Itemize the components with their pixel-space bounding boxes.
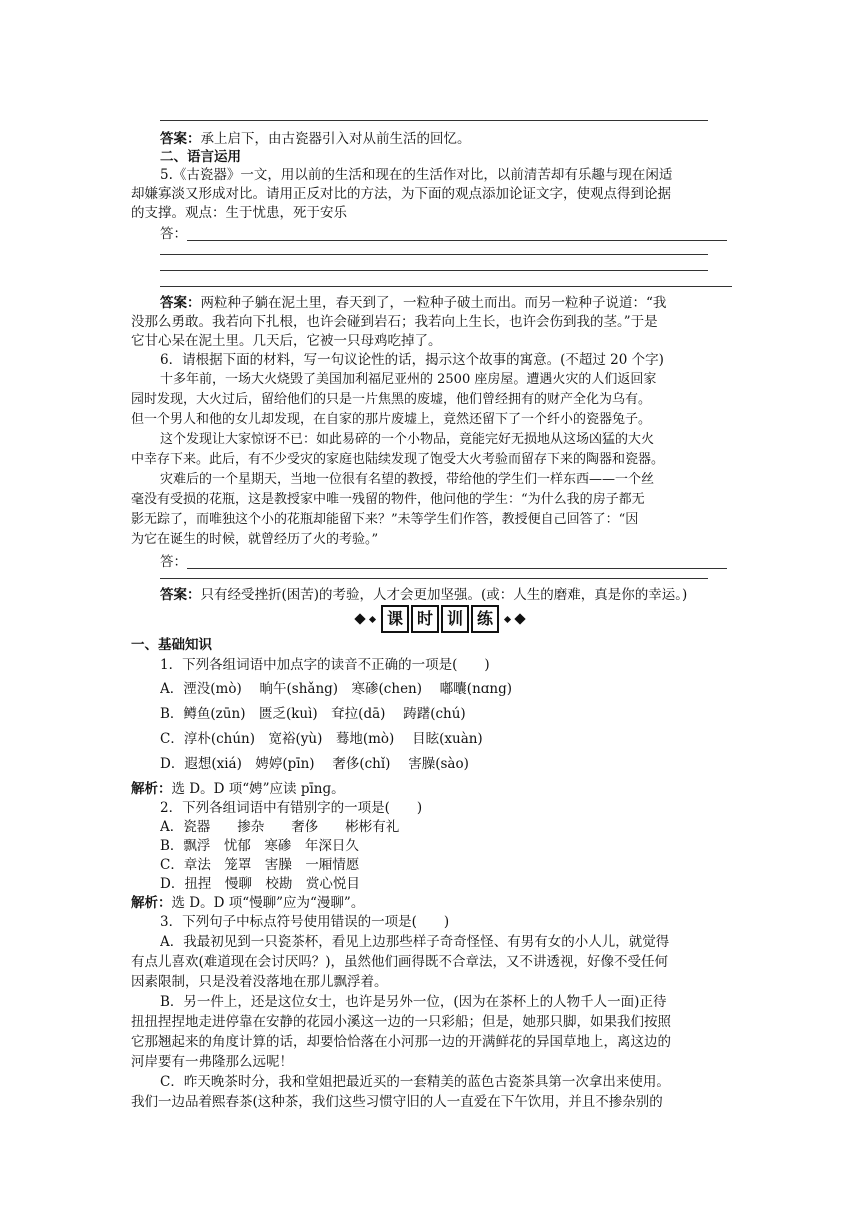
text-line bbox=[160, 429, 732, 451]
answer-label: 解析： bbox=[131, 781, 172, 797]
line-text: 河岸要有一弗隆那么远呢！ bbox=[131, 1054, 293, 1070]
line-text: 只有经受挫折(困苦)的考验，人才会更加坚强。(或：人生的磨难，真是你的幸运。) bbox=[200, 587, 688, 603]
line-text: 5.《古瓷器》一文，用以前的生活和现在的生活作对比，以前清苦却有乐趣与现在闲适 bbox=[160, 167, 673, 183]
line-text: 承上启下，由古瓷器引入对从前生活的回忆。 bbox=[200, 131, 471, 147]
answer-line[interactable] bbox=[160, 254, 708, 255]
text-line bbox=[131, 1091, 732, 1113]
diamond-icon bbox=[354, 613, 365, 624]
answer-line[interactable] bbox=[160, 578, 708, 579]
text-line bbox=[160, 753, 732, 775]
line-text: 的支撑。观点：生于忧患，死于安乐 bbox=[131, 205, 347, 221]
answer-blank[interactable] bbox=[187, 554, 727, 569]
line-text: 1．下列各组词语中加点字的读音不正确的一项是( ) bbox=[160, 657, 490, 673]
text-line bbox=[131, 1011, 732, 1033]
diamond-icon bbox=[514, 613, 525, 624]
text-line bbox=[160, 469, 732, 491]
line-text: 却嫌寡淡又形成对比。请用正反对比的方法，为下面的观点添加论证文字，使观点得到论据 bbox=[131, 186, 671, 202]
text-line bbox=[160, 703, 732, 725]
text-line bbox=[160, 678, 732, 700]
answer-line[interactable] bbox=[160, 286, 732, 287]
line-text: 没那么勇敢。我若向下扎根，也许会碰到岩石；我若向上生长，也许会伤到我的茎。”于是 bbox=[131, 314, 658, 330]
text-line bbox=[160, 584, 732, 606]
line-text: 3．下列句子中标点符号使用错误的一项是( ) bbox=[160, 914, 450, 930]
line-text: 两粒种子躺在泥土里，春天到了，一粒种子破土而出。而另一粒种子说道：“我 bbox=[200, 295, 667, 311]
banner-char: 时 bbox=[411, 605, 439, 633]
text-line bbox=[131, 489, 732, 511]
line-text: 扭扭捏捏地走进停靠在安静的花园小溪这一边的一只彩船；但是，她那只脚，如果我们按照 bbox=[131, 1014, 671, 1030]
line-text: D．扭捏 慢聊 校勘 赏心悦目 bbox=[160, 876, 360, 892]
line-text: 中幸存下来。此后，有不少受灾的家庭也陆续发现了饱受大火考验而留存下来的陶器和瓷器。 bbox=[131, 452, 665, 467]
text-line bbox=[131, 449, 732, 471]
diamond-icon bbox=[369, 615, 376, 622]
answer-blank[interactable] bbox=[187, 226, 727, 241]
text-line bbox=[160, 1071, 732, 1093]
text-line bbox=[131, 1031, 732, 1053]
text-line bbox=[160, 991, 732, 1013]
answer-line[interactable] bbox=[160, 120, 708, 121]
line-text: 6．请根据下面的材料，写一句议论性的话，揭示这个故事的寓意。(不超过 20 个字) bbox=[160, 352, 664, 368]
line-text: 有点儿喜欢(难道现在会讨厌吗？)，虽然他们画得既不合章法，又不讲透视，好像不受任何 bbox=[131, 954, 669, 970]
line-text: C．淳朴(chún) 宽裕(yù) 蓦地(mò) 目眩(xuàn) bbox=[160, 731, 483, 747]
answer-prompt-label: 答： bbox=[160, 226, 187, 242]
line-text: 毫没有受损的花瓶，这是教授家中唯一残留的物件，他问他的学生：“为什么我的房子都无 bbox=[131, 492, 645, 507]
line-text: 园时发现，大火过后，留给他们的只是一片焦黑的废墟，他们曾经拥有的财产全化为乌有。 bbox=[131, 392, 652, 407]
banner-char: 训 bbox=[441, 605, 469, 633]
line-text: 为它在诞生的时候，就曾经历了火的考验。” bbox=[131, 532, 379, 547]
line-text: 选 D。D 项“慢聊”应为“漫聊”。 bbox=[171, 895, 365, 911]
line-text: C．昨天晚茶时分，我和堂姐把最近买的一套精美的蓝色古瓷茶具第一次拿出来使用。 bbox=[160, 1074, 670, 1090]
answer-prompt bbox=[160, 223, 732, 245]
text-line bbox=[131, 951, 732, 973]
banner-char: 课 bbox=[381, 605, 409, 633]
line-text: 影无踪了，而唯独这个小的花瓶却能留下来？”未等学生们作答，教授便自己回答了：“因 bbox=[131, 512, 639, 527]
line-text: 选 D。D 项“娉”应读 pīnɡ。 bbox=[171, 781, 345, 797]
text-line bbox=[160, 654, 732, 676]
text-line bbox=[131, 389, 732, 411]
text-line bbox=[160, 931, 732, 953]
text-line bbox=[160, 349, 732, 371]
line-text: 十多年前，一场大火烧毁了美国加利福尼亚州的 2500 座房屋。遭遇火灾的人们返回家 bbox=[160, 372, 657, 387]
line-text: 灾难后的一个星期天，当地一位很有名望的教授，带给他的学生们一样东西——一个丝 bbox=[160, 472, 655, 487]
line-text: 2．下列各组词语中有错别字的一项是( ) bbox=[160, 800, 423, 816]
answer-prompt bbox=[160, 551, 732, 573]
text-line bbox=[160, 369, 732, 391]
line-text: A．我最初见到一只瓷茶杯，看见上边那些样子奇奇怪怪、有男有女的小人儿，就觉得 bbox=[160, 934, 670, 950]
answer-label: 答案： bbox=[160, 587, 201, 603]
line-text: 它甘心呆在泥土里。几天后，它被一只母鸡吃掉了。 bbox=[131, 333, 442, 349]
line-text: A．湮没(mò) 晌午(shǎng) 寒碜(chen) 嘟囔(nɑng) bbox=[160, 681, 513, 697]
text-line bbox=[131, 971, 732, 993]
diamond-icon bbox=[504, 615, 511, 622]
text-line bbox=[160, 911, 732, 933]
section-banner bbox=[340, 606, 540, 632]
text-line bbox=[131, 202, 732, 224]
answer-label: 答案： bbox=[160, 295, 201, 311]
text-line bbox=[131, 634, 732, 656]
line-text: B．飘浮 忧郁 寒碜 年深日久 bbox=[160, 838, 359, 854]
banner-title bbox=[381, 605, 499, 633]
text-line bbox=[131, 509, 732, 531]
line-text: 它那翘起来的角度计算的话，却要恰恰落在小河那一边的开满鲜花的异国草地上，离这边的 bbox=[131, 1034, 671, 1050]
banner-char: 练 bbox=[471, 605, 499, 633]
line-text: 我们一边品着熙春茶(这种茶，我们这些习惯守旧的人一直爱在下午饮用，并且不掺杂别的 bbox=[131, 1094, 663, 1110]
answer-line[interactable] bbox=[160, 270, 708, 271]
line-text: B．鳟鱼(zūn) 匮乏(kuì) 耷拉(dā) 踌躇(chú) bbox=[160, 706, 466, 722]
text-line bbox=[160, 728, 732, 750]
line-text: C．章法 笼罩 害臊 一厢情愿 bbox=[160, 857, 360, 873]
line-text: 但一个男人和他的女儿却发现，在自家的那片废墟上，竟然还留下了一个纤小的瓷器兔子。 bbox=[131, 412, 652, 427]
line-text: 一、基础知识 bbox=[131, 637, 212, 653]
line-text: 因素限制，只是没着没落地在那儿飘浮着。 bbox=[131, 974, 388, 990]
text-line bbox=[131, 409, 732, 431]
answer-label: 解析： bbox=[131, 895, 172, 911]
text-line bbox=[131, 529, 732, 551]
line-text: D．遐想(xiá) 娉婷(pīn) 奢侈(chǐ) 害臊(sào) bbox=[160, 756, 469, 772]
line-text: 这个发现让大家惊讶不已：如此易碎的一个小物品，竟能完好无损地从这场凶猛的大火 bbox=[160, 432, 655, 447]
text-line bbox=[131, 1051, 732, 1073]
line-text: B．另一件上，还是这位女士，也许是另外一位，(因为在茶杯上的人物千人一面)正待 bbox=[160, 994, 667, 1010]
answer-prompt-label: 答： bbox=[160, 554, 187, 570]
line-text: A．瓷器 掺杂 奢侈 彬彬有礼 bbox=[160, 819, 400, 835]
answer-label: 答案： bbox=[160, 131, 201, 147]
line-text: 二、语言运用 bbox=[160, 149, 241, 165]
